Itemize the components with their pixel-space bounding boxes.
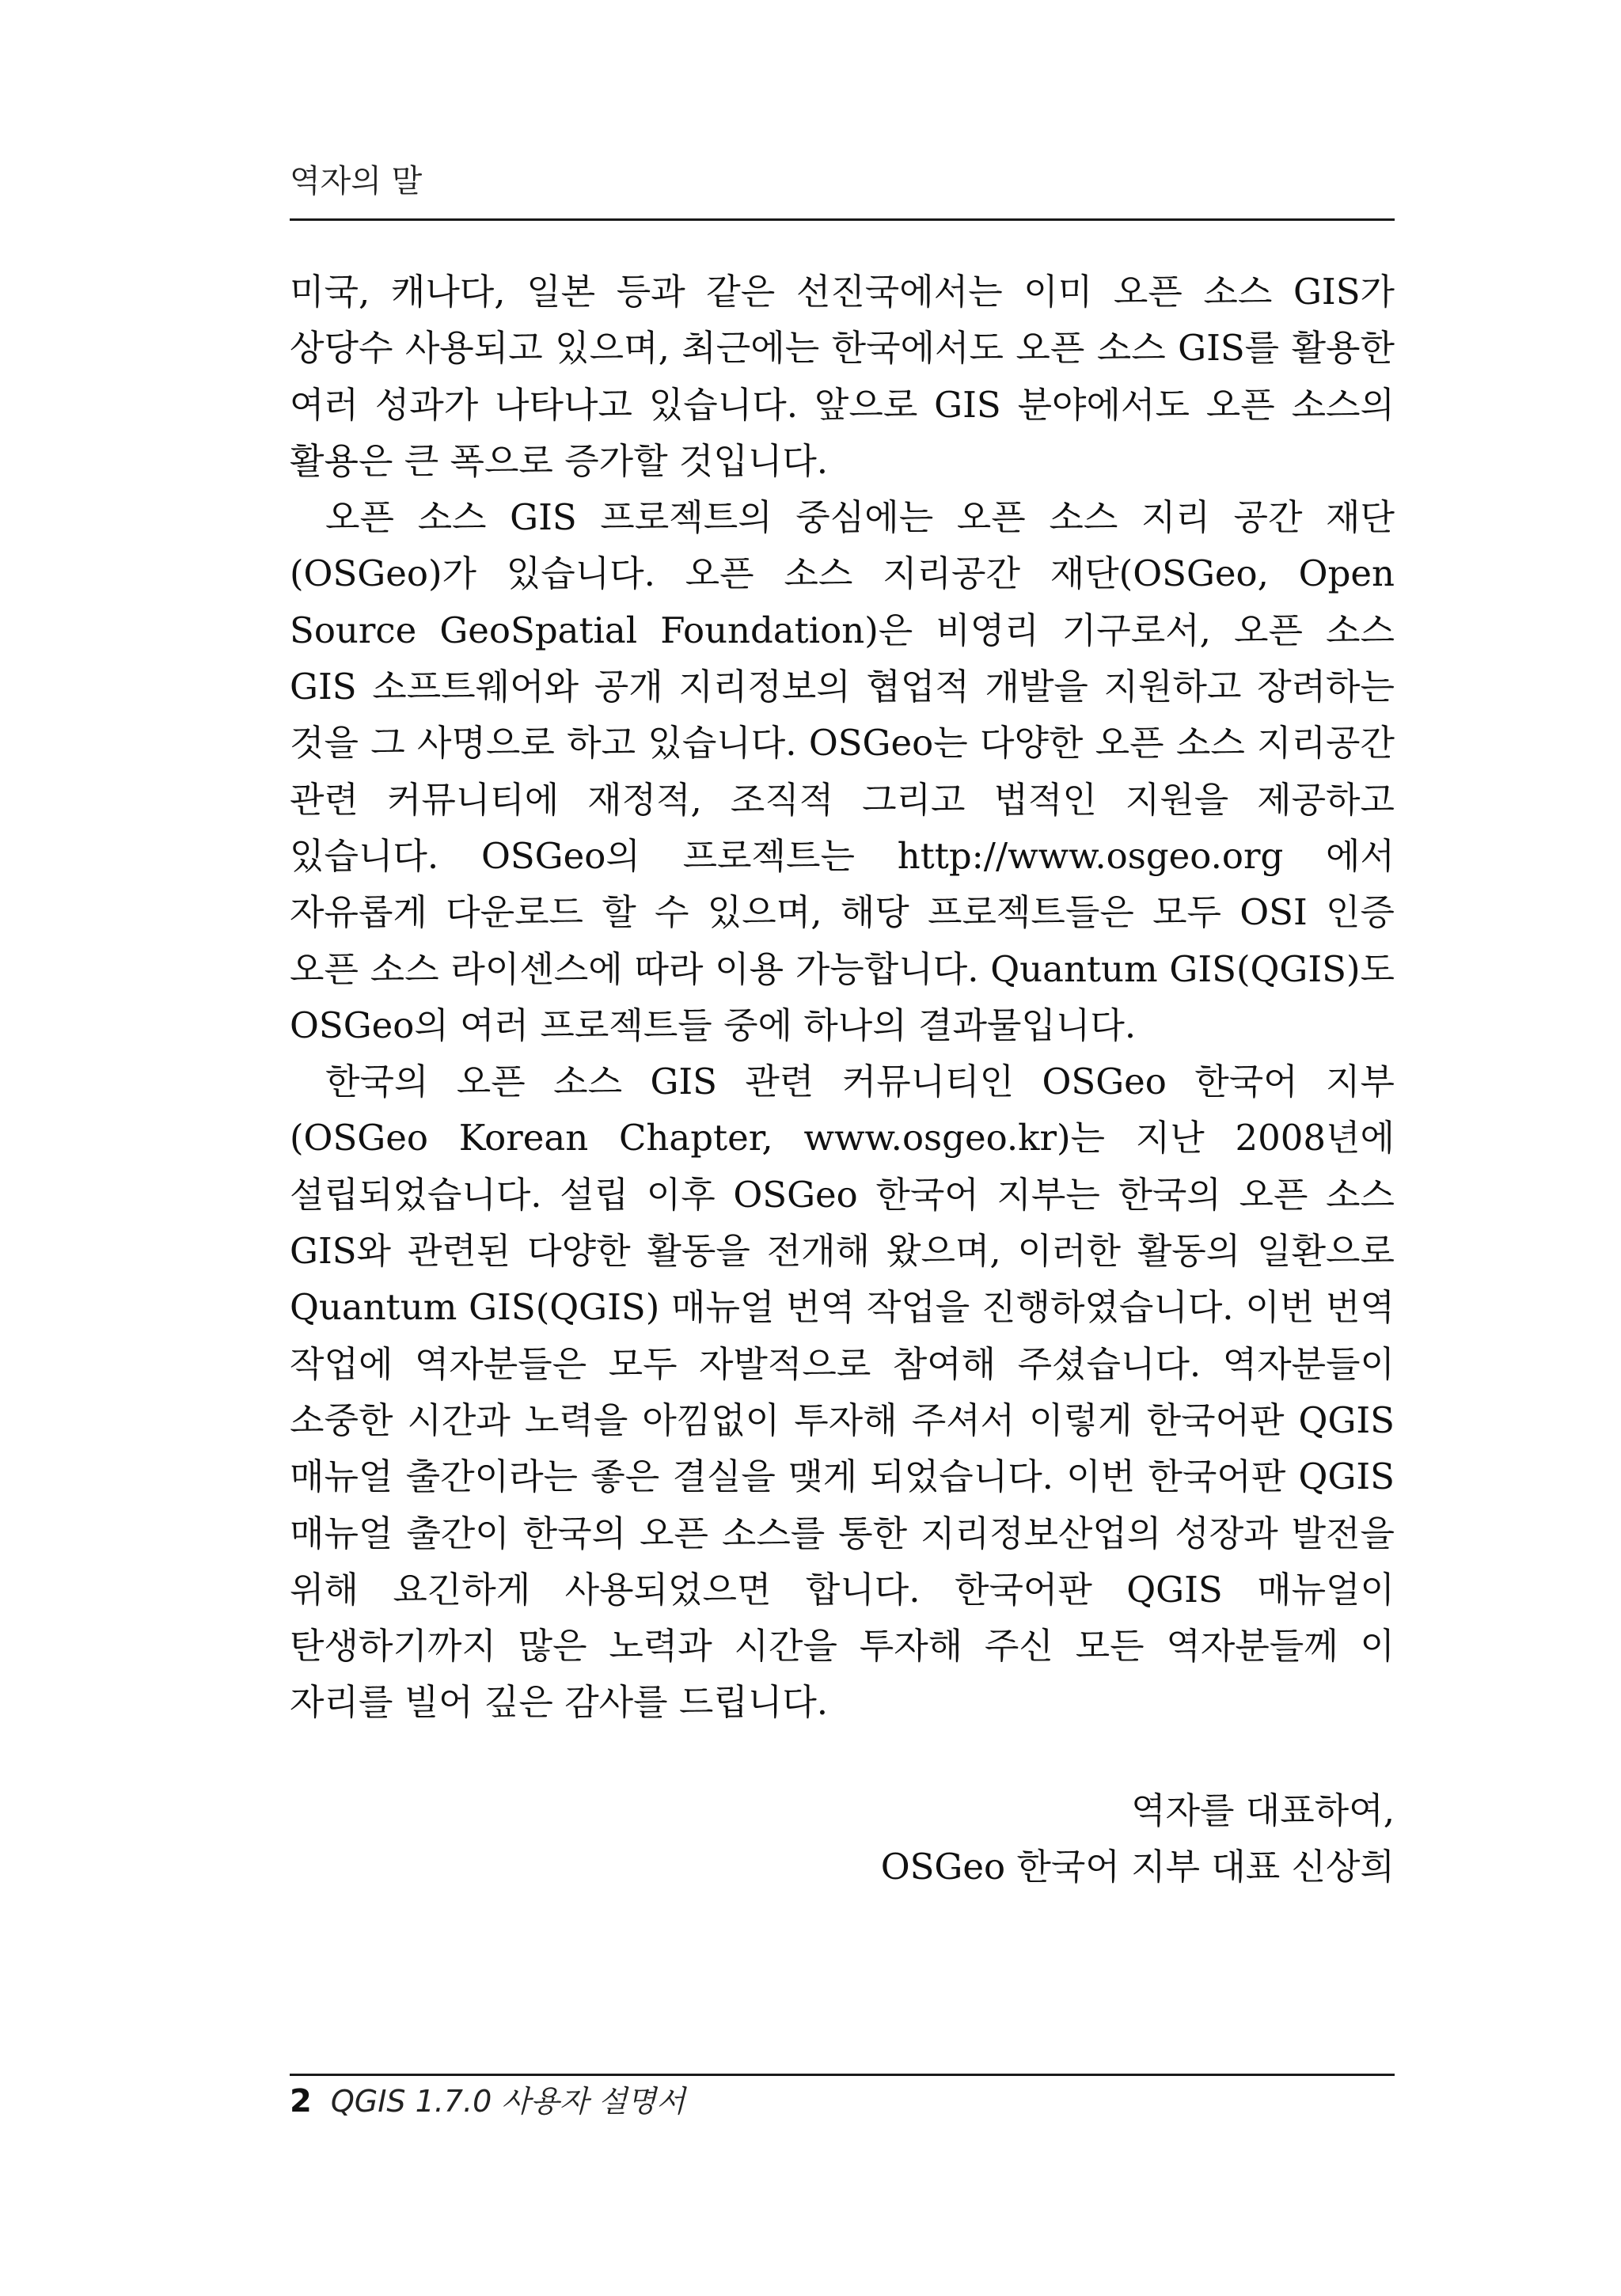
running-footer: [290, 2078, 685, 2127]
page-number: 2: [290, 2083, 312, 2120]
header-title: 역자의 말: [290, 163, 423, 199]
paragraph-2: 오픈 소스 GIS 프로젝트의 중심에는 오픈 소스 지리 공간 재단(OSGeo)가 있습니다. 오픈 소스 지리공간 재단(OSGeo, Open Source GeoSpatial Foundation)은 비영리 기구로서, 오픈 소스 GIS 소프트웨어와 공개 지리정보의 협업적 개발을 지원하고 장려하는 것을 그 사명으로 하고 있습니다. OSGeo는 다양한 오픈 소스 지리공간 관련 커뮤니티에 재정적, 조직적 그리고 법적인 지원을 제공하고 있습니다. OSGeo의 프로젝트는 http://www.osgeo.org 에서 자유롭게 다운로드 할 수 있으며, 해당 프로젝트들은 모두 OSI 인증 오픈 소스 라이센스에 따라 이용 가능합니다. Quantum GIS(QGIS)도 OSGeo의 여러 프로젝트들 중에 하나의 결과물입니다.: [290, 496, 1395, 1046]
signature-line-1: 역자를 대표하여,: [1131, 1789, 1395, 1831]
paragraph-3: 한국의 오픈 소스 GIS 관련 커뮤니티인 OSGeo 한국어 지부(OSGeo Korean Chapter, www.osgeo.kr)는 지난 2008년에 설립되었습니다. 설립 이후 OSGeo 한국어 지부는 한국의 오픈 소스 GIS와 관련된 다양한 활동을 전개해 왔으며, 이러한 활동의 일환으로 Quantum GIS(QGIS) 매뉴얼 번역 작업을 진행하였습니다. 이번 번역 작업에 역자분들은 모두 자발적으로 참여해 주셨습니다. 역자분들이 소중한 시간과 노력을 아낌없이 투자해 주셔서 이렇게 한국어판 QGIS 매뉴얼 출간이라는 좋은 결실을 맺게 되었습니다. 이번 한국어판 QGIS 매뉴얼 출간이 한국의 오픈 소스를 통한 지리정보산업의 성장과 발전을 위해 요긴하게 사용되었으면 합니다. 한국어판 QGIS 매뉴얼이 탄생하기까지 많은 노력과 시간을 투자해 주신 모든 역자분들께 이 자리를 빌어 깊은 감사를 드립니다.: [290, 1061, 1395, 1724]
footer-divider: [290, 2074, 1395, 2076]
preface-body: [290, 264, 1395, 1731]
paragraph-1: 미국, 캐나다, 일본 등과 같은 선진국에서는 이미 오픈 소스 GIS가 상당수 사용되고 있으며, 최근에는 한국에서도 오픈 소스 GIS를 활용한 여러 성과가 나타나고 있습니다. 앞으로 GIS 분야에서도 오픈 소스의 활용은 큰 폭으로 증가할 것입니다.: [290, 271, 1395, 482]
signature-line-2: OSGeo 한국어 지부 대표 신상희: [880, 1846, 1395, 1888]
signature-block: [290, 1782, 1395, 1895]
book-title: QGIS 1.7.0 사용자 설명서: [330, 2084, 685, 2119]
running-header: [290, 157, 1395, 221]
